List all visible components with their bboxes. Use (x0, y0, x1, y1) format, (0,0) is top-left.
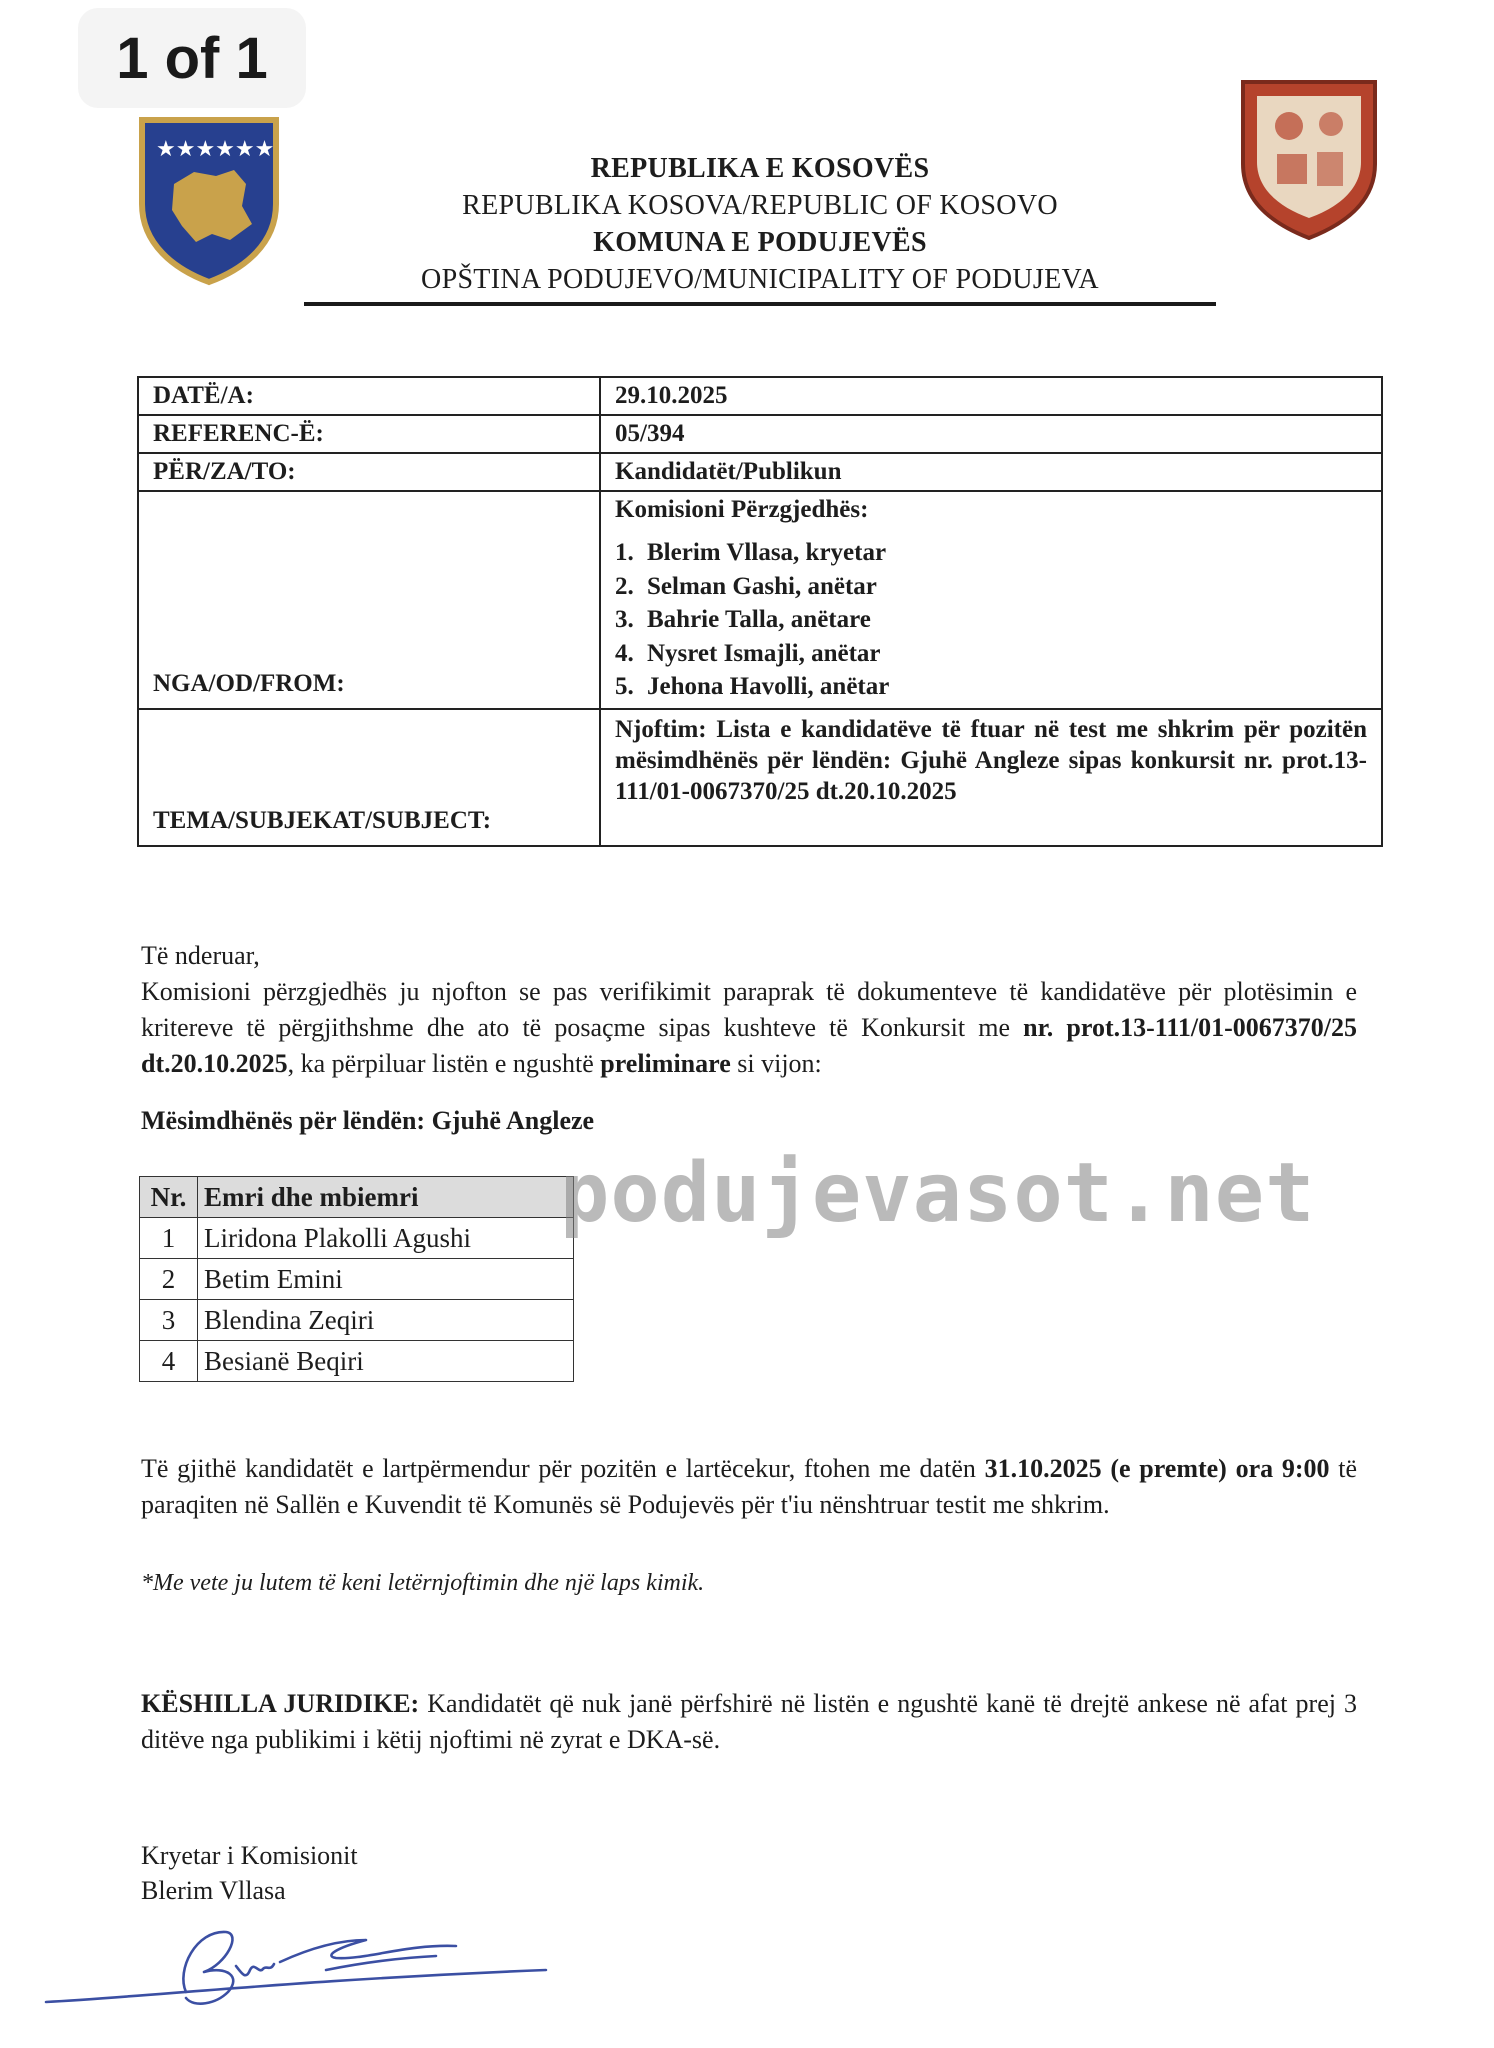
list-item: 5. Jehona Havolli, anëtar (615, 673, 890, 700)
column-header-name: Emri dhe mbiemri (198, 1177, 574, 1218)
date-row (138, 377, 1382, 415)
subject-row (138, 709, 1382, 846)
invitation-paragraph: Të gjithë kandidatët e lartpërmendur për pozitën e lartëcekur, ftohen me datën 31.10.2025 (e premte) ora 9:00 të paraqiten në Sallën e Kuvendit të Komunës së Podujevës për t'iu nënshtruar testit me shkrim. (141, 1454, 1358, 1519)
table-row (140, 1218, 574, 1259)
intro-paragraph: Komisioni përzgjedhës ju njofton se pas verifikimit paraprak të dokumenteve të kandidatëve për plotësimin e kritereve të përgjithshme dhe ato të posaçme sipas kushteve të Konkursit me nr. prot.13-111/01-0067370/25 dt.20.10.2025, ka përpiluar listën e ngushtë preliminare si vijon: (141, 977, 1357, 1078)
reference-value: 05/394 (600, 415, 1382, 453)
exam-time: ora 9:00 (1235, 1454, 1330, 1483)
svg-text:★★★★★★: ★★★★★★ (156, 137, 275, 162)
note: *Me vete ju lutem të keni letërnjoftimin dhe një laps kimik. (141, 1570, 705, 1596)
from-value (600, 491, 1382, 709)
signatory-role: Kryetar i Komisionit (141, 1841, 358, 1870)
legal-advice-paragraph: KËSHILLA JURIDIKE: Kandidatët që nuk janë përfshirë në listën e ngushtë kanë të drejtë ankese në afat prej 3 ditëve nga publikimi i këtij njoftimi në zyrat e DKA-së. (141, 1689, 1357, 1754)
list-item: 4. Nysret Ismajli, anëtar (615, 639, 881, 667)
legal-advice-label: KËSHILLA JURIDIKE: (141, 1689, 420, 1718)
cell-name: Liridona Plakolli Agushi (198, 1218, 574, 1259)
intro-preliminary: preliminare (600, 1049, 731, 1078)
committee-members-list (615, 536, 1367, 704)
memo-info-table (137, 376, 1383, 847)
subject-heading: Mësimdhënës për lëndën: Gjuhë Angleze (141, 1106, 595, 1135)
list-item: 3. Bahrie Talla, anëtare (615, 606, 871, 633)
cell-name: Blendina Zeqiri (198, 1300, 574, 1341)
date-label: DATË/A: (138, 377, 600, 415)
list-item: 2. Selman Gashi, anëtar (615, 572, 877, 600)
table-header-row (140, 1177, 574, 1218)
table-row (140, 1259, 574, 1300)
subject-label: TEMA/SUBJEKAT/SUBJECT: (138, 709, 600, 846)
from-row (138, 491, 1382, 709)
document-header (300, 150, 1220, 298)
page-indicator: 1 of 1 (78, 8, 306, 108)
to-value: Kandidatët/Publikun (600, 453, 1382, 491)
header-divider (304, 302, 1216, 306)
greeting: Të nderuar, (141, 941, 260, 970)
header-line-3: KOMUNA E PODUJEVËS (593, 227, 927, 258)
cell-name: Besianë Beqiri (198, 1341, 574, 1382)
cell-nr: 1 (140, 1218, 198, 1259)
cell-nr: 4 (140, 1341, 198, 1382)
list-item: 1. Blerim Vllasa, kryetar (615, 539, 887, 566)
cell-name: Betim Emini (198, 1259, 574, 1300)
subject-value: Njoftim: Lista e kandidatëve të ftuar në test me shkrim për pozitën mësimdhënës për lëndën: Gjuhë Angleze sipas konkursit nr. prot.13-111/01-0067370/25 dt.20.10.2025 (600, 709, 1382, 846)
cell-nr: 3 (140, 1300, 198, 1341)
podujeva-coat-of-arms-icon (1237, 76, 1381, 242)
exam-date: 31.10.2025 (984, 1454, 1102, 1483)
intro-reference: nr. prot.13-111/01-0067370/25 dt.20.10.2025 (141, 1013, 1357, 1078)
handwritten-signature (36, 1900, 556, 2020)
header-line-1: REPUBLIKA E KOSOVËS (590, 153, 930, 184)
signatory-name: Blerim Vllasa (141, 1876, 286, 1905)
header-line-2: REPUBLIKA KOSOVA/REPUBLIC OF KOSOVO (462, 190, 1058, 221)
candidates-table (139, 1176, 574, 1382)
to-label: PËR/ZA/TO: (138, 453, 600, 491)
cell-nr: 2 (140, 1259, 198, 1300)
reference-row (138, 415, 1382, 453)
table-row (140, 1341, 574, 1382)
to-row (138, 453, 1382, 491)
table-row (140, 1300, 574, 1341)
exam-day: (e premte) (1110, 1454, 1227, 1483)
from-label: NGA/OD/FROM: (138, 491, 600, 709)
header-line-4: OPŠTINA PODUJEVO/MUNICIPALITY OF PODUJEVA (421, 264, 1099, 295)
watermark: podujevasot.net (560, 1146, 1316, 1241)
column-header-nr: Nr. (140, 1177, 198, 1218)
date-value: 29.10.2025 (600, 377, 1382, 415)
committee-title: Komisioni Përzgjedhës: (615, 496, 869, 523)
reference-label: REFERENC-Ë: (138, 415, 600, 453)
kosovo-emblem-icon (134, 114, 284, 286)
